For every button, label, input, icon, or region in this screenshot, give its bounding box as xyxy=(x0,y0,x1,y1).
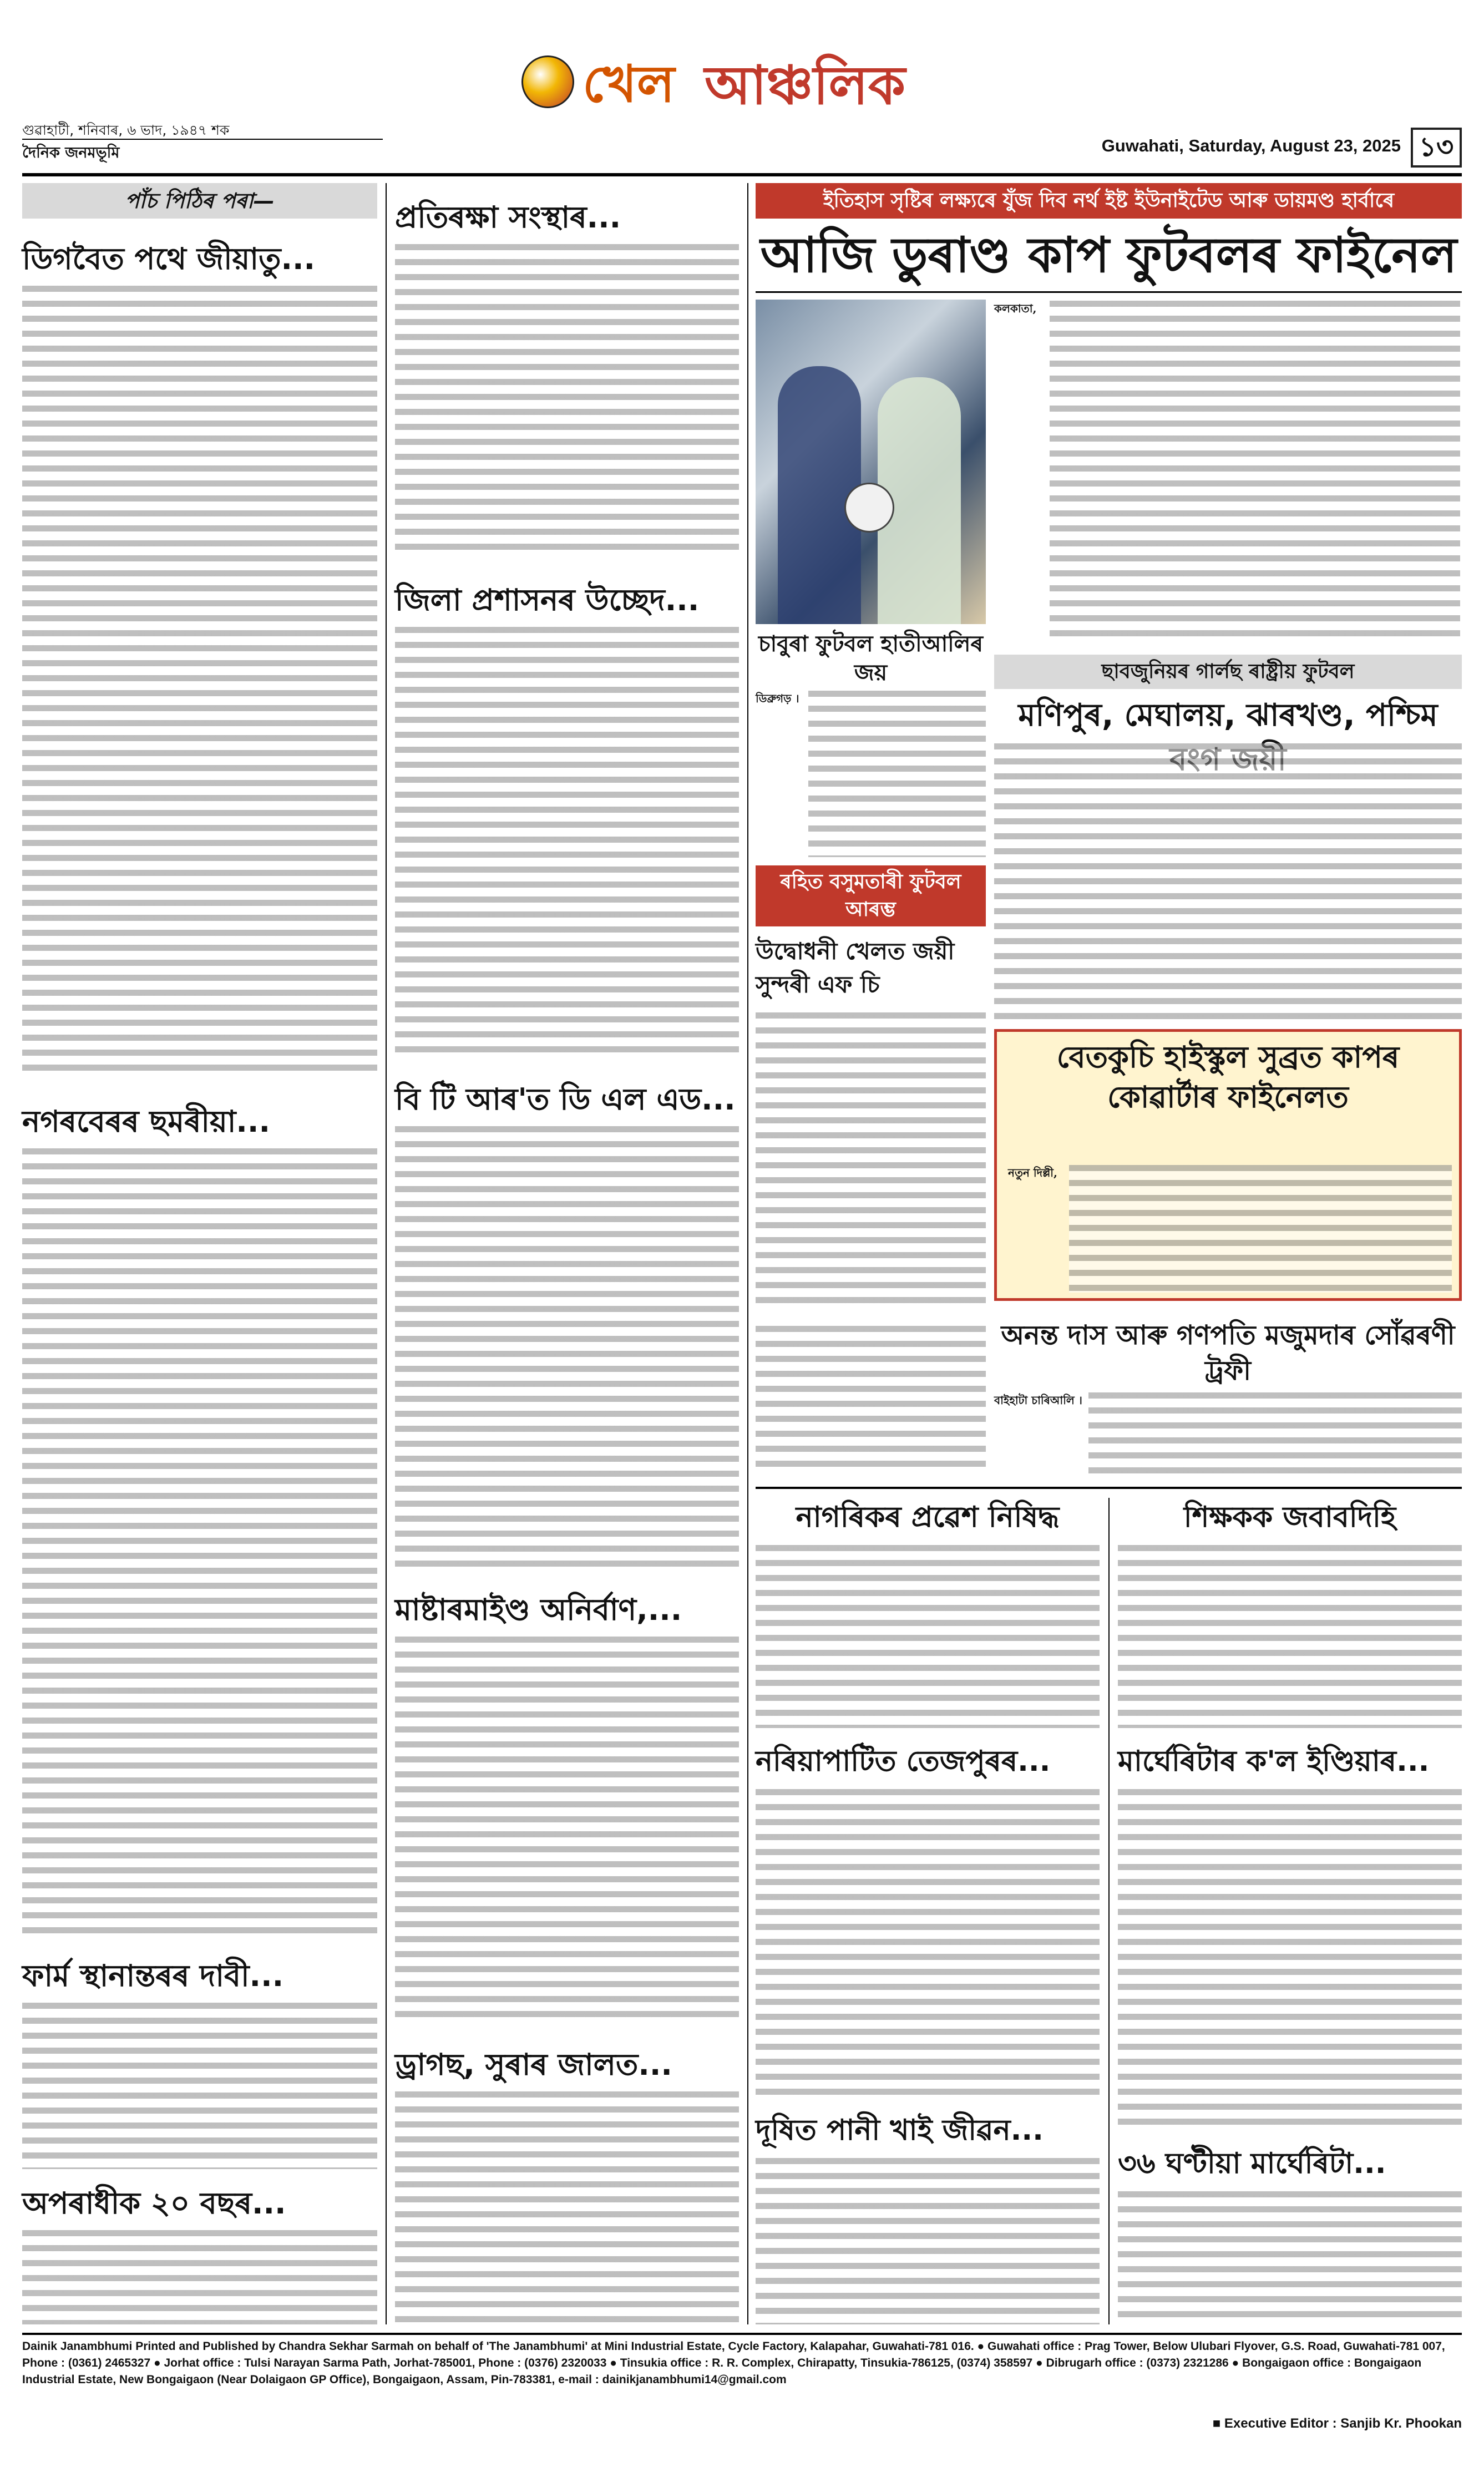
lead-location: কলকাতা, xyxy=(994,302,1037,315)
logo-word-khel: খেল xyxy=(583,54,675,114)
date-right: Guwahati, Saturday, August 23, 2025 xyxy=(1101,136,1401,155)
footer-rule xyxy=(22,2333,1462,2335)
tag-box: ৰহিত বসুমতাৰী ফুটবল আৰম্ভ xyxy=(756,865,986,926)
sub-headline: মণিপুৰ, মেঘালয়, ঝাৰখণ্ড, পশ্চিম xyxy=(1018,697,1438,733)
sub-body xyxy=(994,743,1462,1021)
continued-banner: পাঁচ পিঠিৰ পৰা— xyxy=(22,183,377,219)
column-divider xyxy=(1108,1498,1110,2324)
article-body xyxy=(395,1637,739,2025)
boxed-body xyxy=(1069,1165,1452,1293)
trophy-headline: অনন্ত দাস আৰু গণপতি মজুমদাৰ সোঁৱৰণী ট্ৰফী xyxy=(1001,1320,1455,1386)
brief-body-2 xyxy=(756,1326,986,1476)
article-body xyxy=(1118,1545,1462,1728)
sports-section xyxy=(756,183,1462,1481)
article-body xyxy=(395,627,739,1060)
paper-name: দৈনিক জনমভূমি xyxy=(22,144,120,161)
middle-column xyxy=(395,183,739,2324)
masthead-rule xyxy=(22,173,1462,176)
brief-headline: উদ্বোধনী খেলত জয়ী সুন্দৰী এফ চি xyxy=(756,938,955,998)
article-headline: ডিগবৈত পথে জীয়াতু... xyxy=(22,241,316,276)
boxed-story xyxy=(994,1029,1462,1301)
masthead-thin-rule xyxy=(22,139,383,140)
article-body xyxy=(22,2230,377,2324)
boxed-headline: বেতকুচি হাইস্কুল সুব্ৰত কাপৰ কোৱাৰ্টাৰ ফাইনেলত xyxy=(1056,1040,1400,1115)
brief-body xyxy=(756,1012,986,1312)
column-divider xyxy=(747,183,748,2324)
article-headline: নাগৰিকৰ প্ৰৱেশ নিষিদ্ধ xyxy=(796,1501,1060,1534)
boxed-location: নতুন দিল্লী, xyxy=(1008,1166,1057,1179)
match-photo xyxy=(756,300,986,624)
lead-rule xyxy=(756,291,1462,293)
article-headline: বি টি আৰ'ত ডি এল এড... xyxy=(395,1082,736,1117)
executive-editor: ■ Executive Editor : Sanjib Kr. Phookan xyxy=(1212,2416,1462,2431)
logo-word-anchalik: আঞ্চলিক xyxy=(705,54,906,116)
article-body xyxy=(395,244,739,555)
caption-location: ডিব্ৰুগড় । xyxy=(756,692,799,705)
page-number: ১৩ xyxy=(1411,128,1462,168)
trophy-body xyxy=(1088,1392,1462,1476)
article-body xyxy=(22,2003,377,2169)
article-body xyxy=(395,1126,739,1570)
sub-banner: ছাবজুনিয়ৰ গাৰ্লছ ৰাষ্ট্ৰীয় ফুটবল xyxy=(994,655,1462,689)
football-icon xyxy=(521,55,574,108)
trophy-ball xyxy=(844,483,894,533)
top-banner: ইতিহাস সৃষ্টিৰ লক্ষ্যৰে যুঁজ দিব নৰ্থ ইষ্ট ইউনাইটেড আৰু ডায়মণ্ড হাৰ্বাৰে xyxy=(756,183,1462,219)
masthead xyxy=(22,22,1462,178)
article-headline: অপৰাধীক ২০ বছৰ... xyxy=(22,2186,286,2221)
article-body xyxy=(1118,1789,1462,2133)
article-headline: মাৰ্ঘেৰিটাৰ ক'ল ইণ্ডিয়াৰ... xyxy=(1118,1745,1430,1778)
lead-body xyxy=(1050,301,1460,645)
article-body xyxy=(1118,2191,1462,2324)
article-headline: ড্ৰাগছ, সুৰাৰ জালত... xyxy=(395,2047,672,2082)
left-column xyxy=(22,183,377,2324)
photo-caption: চাবুৰা ফুটবল হাতীআলিৰ জয় xyxy=(758,631,984,686)
footer-imprint: Dainik Janambhumi Printed and Published by Chandra Sekhar Sarmah on behalf of 'The Janambhumi' at Mini Industrial Estate, Cycle Factory, Kalapahar, Guwahati-781 016. ● Guwahati office : Prag Tower, Below Ulubari Flyover, G.S. Road, Guwahati-781 007, Phone : (0361) 2465327 ● Jorhat office : Tulsi Narayan Sarma Path, Jorhat-785001, Phone : (0376) 2320033 ● Tinsukia office : R. R. Complex, Chirapatty, Tinsukia-786125, (0374) 358597 ● Dibrugarh office : (0373) 2321286 ● Bongaigaon office : Bongaigaon Industrial Estate, New Bongaigaon (Near Dolaigaon GP Office), Bongaigaon, Assam, Pin-783381, e-mail : dainikjanambhumi14@gmail.com xyxy=(22,2340,1445,2386)
lead-headline: আজি ডুৰাণ্ড কাপ ফুটবলৰ ফাইনেল xyxy=(760,226,1457,283)
date-left: গুৱাহাটী, শনিবাৰ, ৬ ভাদ, ১৯৪৭ শক xyxy=(22,122,230,138)
article-body xyxy=(756,1789,1100,2100)
column-divider xyxy=(386,183,387,2324)
article-headline: নৰিয়াপাটিত তেজপুৰৰ... xyxy=(756,1745,1051,1778)
article-headline: প্ৰতিৰক্ষা সংস্থাৰ... xyxy=(395,200,621,235)
article-body xyxy=(756,2158,1100,2324)
article-headline: ফাৰ্ম স্থানান্তৰৰ দাবী... xyxy=(22,1958,284,1993)
article-body xyxy=(22,286,377,1079)
article-body xyxy=(756,1545,1100,1728)
article-body xyxy=(395,2091,739,2324)
trophy-location: বাইহাটা চাৰিআলি । xyxy=(994,1394,1082,1407)
caption-body xyxy=(808,691,986,857)
article-headline: দূষিত পানী খাই জীৱন... xyxy=(756,2114,1044,2147)
article-headline: শিক্ষকক জবাবদিহি xyxy=(1183,1501,1396,1534)
article-headline: মাষ্টাৰমাইণ্ড অনিৰ্বাণ,... xyxy=(395,1592,682,1627)
article-headline: নগৰবেৰৰ ছমৰীয়া... xyxy=(22,1104,270,1139)
article-headline: ৩৬ ঘণ্টীয়া মাৰ্ঘেৰিটা... xyxy=(1118,2147,1386,2180)
article-body xyxy=(22,1148,377,1936)
section-rule xyxy=(756,1487,1462,1489)
article-headline: জিলা প্ৰশাসনৰ উচ্ছেদ... xyxy=(395,582,700,617)
section-logo xyxy=(521,44,976,116)
